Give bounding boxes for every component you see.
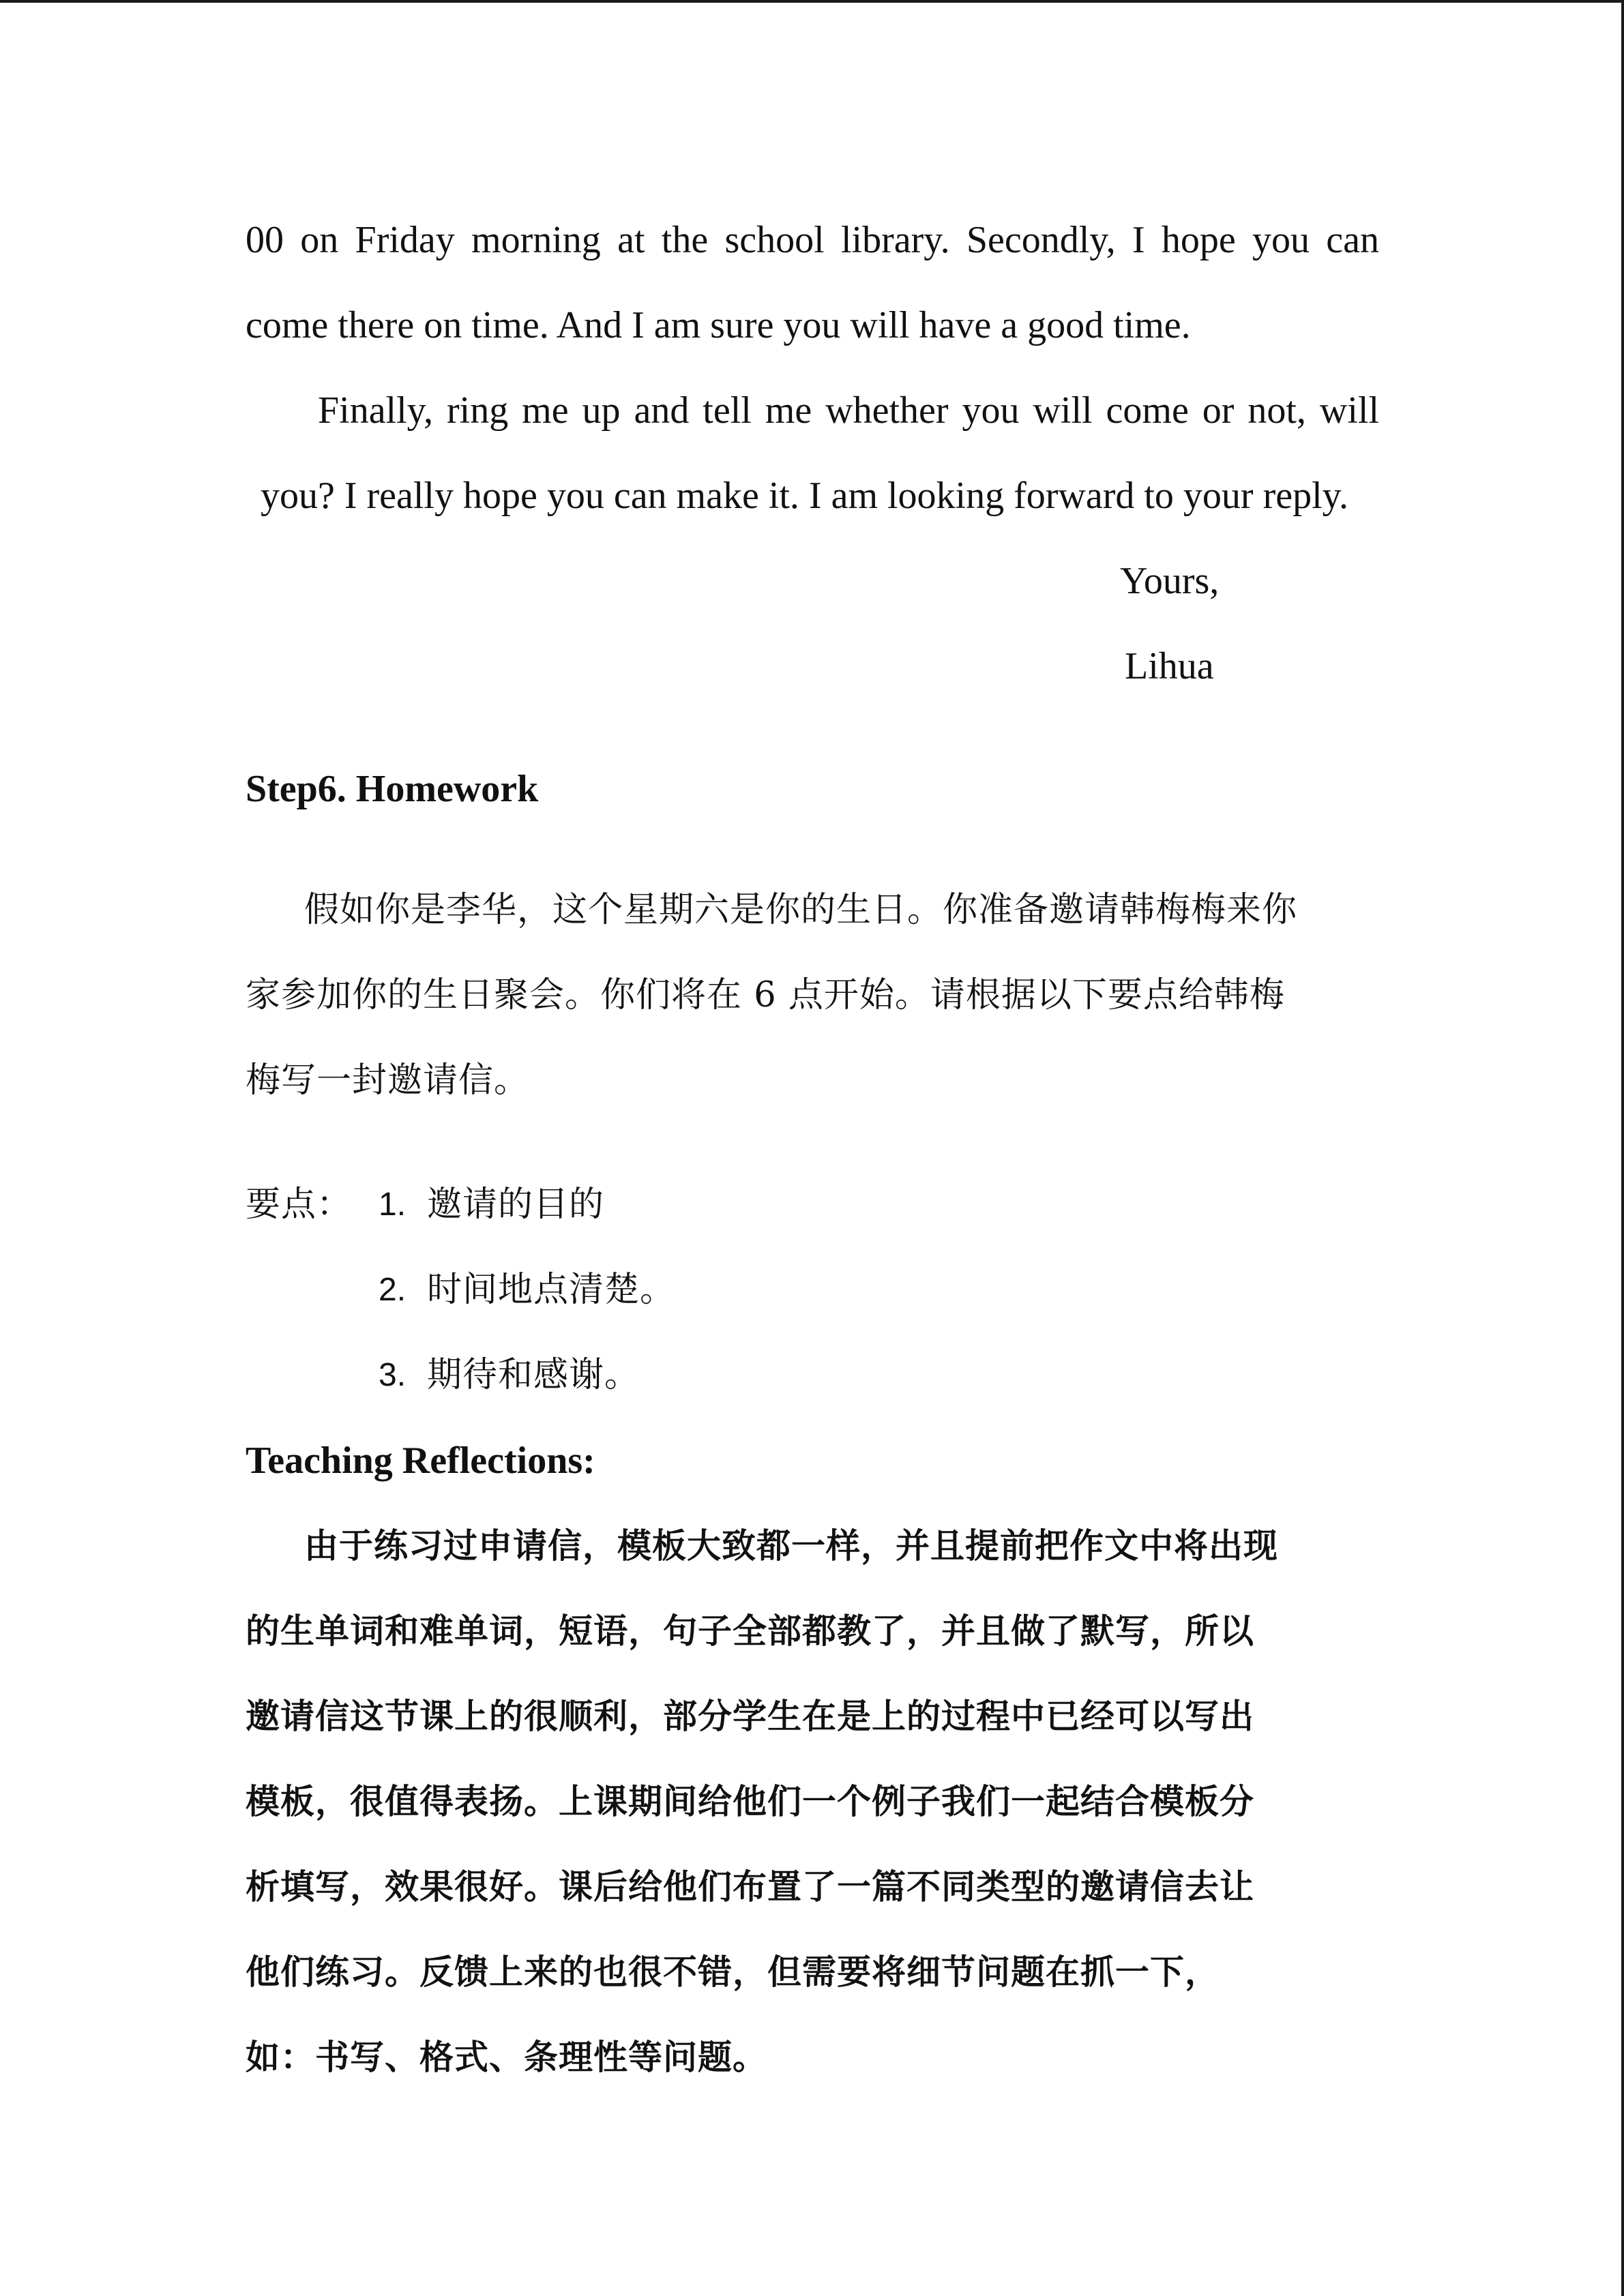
letter-closing: Yours, xyxy=(1120,560,1220,602)
point-2-text: 时间地点清楚。 xyxy=(427,1270,676,1310)
reflection-line-5: 析填写，效果很好。课后给他们布置了一篇不同类型的邀请信去让 xyxy=(246,1867,1254,1907)
homework-task-line-3: 梅写一封邀请信。 xyxy=(246,1060,530,1101)
letter-line-3: Finally, ring me up and tell me whether you will come or not, will xyxy=(318,389,1379,432)
point-3-number: 3. xyxy=(379,1357,407,1393)
point-1-text: 邀请的目的 xyxy=(427,1184,605,1225)
homework-task-line-1: 假如你是李华，这个星期六是你的生日。你准备邀请韩梅梅来你 xyxy=(304,890,1298,930)
reflection-line-4: 模板，很值得表扬。上课期间给他们一个例子我们一起结合模板分 xyxy=(246,1782,1254,1821)
point-3-text: 期待和感谢。 xyxy=(427,1355,640,1395)
letter-line-1: 00 on Friday morning at the school library. Secondly, I hope you can xyxy=(246,219,1379,261)
reflection-line-1: 由于练习过申请信，模板大致都一样，并且提前把作文中将出现 xyxy=(304,1526,1278,1566)
reflection-line-7: 如：书写、格式、条理性等问题。 xyxy=(246,2038,767,2077)
points-label: 要点： xyxy=(246,1184,353,1225)
homework-task-line-2: 家参加你的生日聚会。你们将在 6 点开始。请根据以下要点给韩梅 xyxy=(246,975,1285,1015)
reflections-heading: Teaching Reflections: xyxy=(246,1440,595,1482)
reflection-line-6: 他们练习。反馈上来的也很不错，但需要将细节问题在抓一下， xyxy=(246,1952,1220,1992)
reflection-line-2: 的生单词和难单词，短语，句子全部都教了，并且做了默写，所以 xyxy=(246,1611,1254,1651)
point-2-number: 2. xyxy=(379,1272,407,1308)
letter-signature: Lihua xyxy=(1125,645,1214,687)
letter-line-2: come there on time. And I am sure you will have a good time. xyxy=(246,304,1191,346)
point-1-number: 1. xyxy=(379,1187,407,1223)
homework-heading: Step6. Homework xyxy=(246,768,539,810)
page-right-border xyxy=(1621,0,1624,2296)
reflection-line-3: 邀请信这节课上的很顺利，部分学生在是上的过程中已经可以写出 xyxy=(246,1697,1254,1736)
page-top-border xyxy=(0,0,1624,3)
letter-line-4: you? I really hope you can make it. I am looking forward to your reply. xyxy=(261,475,1348,517)
